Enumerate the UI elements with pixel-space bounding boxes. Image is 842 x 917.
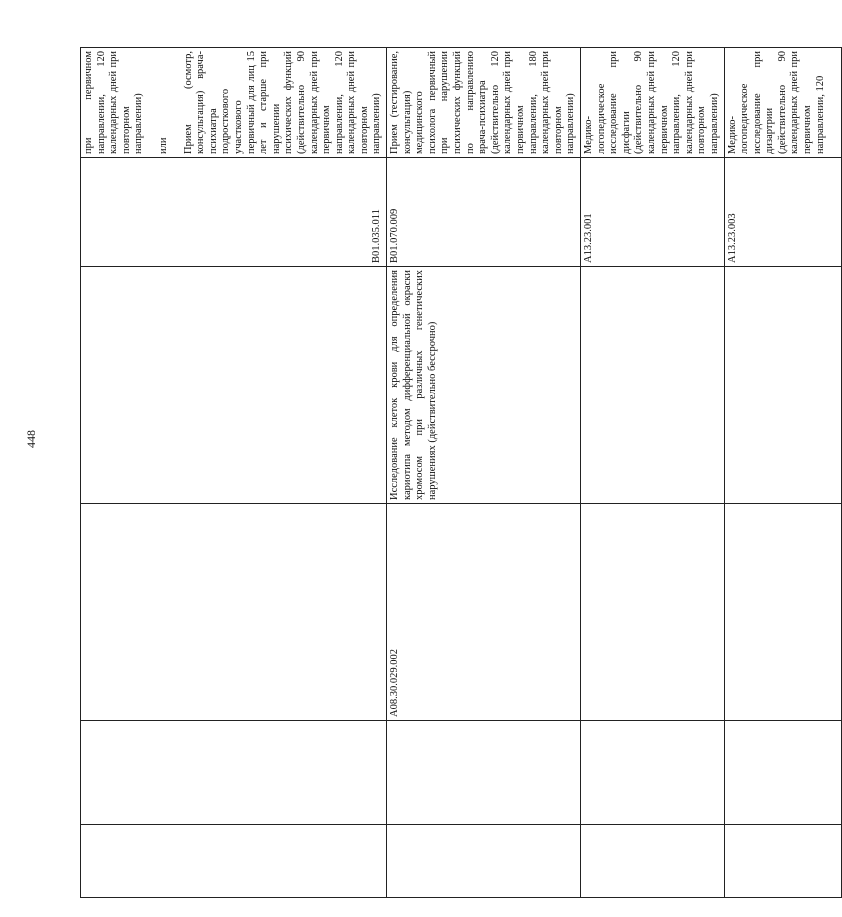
service-text-continued: при первичном направлении, 120 календарных дней при повторном направлении) xyxy=(83,51,145,154)
empty-cell xyxy=(81,504,387,721)
service-text-cell xyxy=(724,48,841,158)
table-row xyxy=(387,48,581,898)
empty-cell xyxy=(580,721,724,825)
page-number: 448 xyxy=(24,430,38,448)
service-code-cell xyxy=(81,158,387,267)
service-text-cell xyxy=(580,48,724,158)
service-code-cell xyxy=(387,158,581,267)
rotated-page-body xyxy=(80,48,826,898)
empty-cell xyxy=(580,825,724,898)
empty-cell xyxy=(580,504,724,721)
empty-cell xyxy=(580,267,724,504)
service-text-or: или xyxy=(157,137,169,154)
empty-cell xyxy=(724,504,841,721)
table-row xyxy=(81,48,387,898)
research-code: A08.30.029.002 xyxy=(389,649,401,717)
service-code: A13.23.001 xyxy=(582,213,594,263)
research-code-cell xyxy=(387,504,581,721)
research-description-cell xyxy=(387,267,581,504)
service-text-cell xyxy=(387,48,581,158)
service-code-cell xyxy=(724,158,841,267)
empty-cell xyxy=(387,825,581,898)
empty-cell xyxy=(724,825,841,898)
service-code: B01.070.009 xyxy=(389,208,401,263)
service-text-cell xyxy=(81,48,387,158)
table-row xyxy=(580,48,724,898)
empty-cell xyxy=(724,721,841,825)
empty-cell xyxy=(81,721,387,825)
research-description: Исследование клеток крови для определения кариотипа методом дифференциальной окраски хромосом при различных генетических нарушениях (действительно бессрочно) xyxy=(389,270,438,500)
service-code-cell xyxy=(580,158,724,267)
empty-cell xyxy=(81,825,387,898)
service-text: Медико-логопедическое исследование при дисфагии (действительно 90 календарных дней при первичном направлении, 120 календарных дней при повторном направлении) xyxy=(582,51,720,154)
service-text: Прием (тестирование, консультация) медицинского психолога первичный при нарушении психических функций по направлению врача-психиатра (действительно 120 календарных дней при первичном направлении, 180 календарных дней при повторном направлении) xyxy=(389,51,577,154)
empty-cell xyxy=(387,721,581,825)
service-text: Медико-логопедическое исследование при дизартрии (действительно 90 календарных дней при первичном направлении, 120 xyxy=(726,51,826,154)
service-code: A13.23.003 xyxy=(726,213,738,263)
service-code: B01.035.011 xyxy=(371,209,383,263)
table-row xyxy=(724,48,841,898)
empty-cell xyxy=(724,267,841,504)
service-text: Прием (осмотр, консультация) врача-психиатра подросткового участкового первичный для лиц 15 лет и старше при нарушении психических функций (действительно 90 календарных дней при первичном направлении, 120 календарных дней при повторном направлении) xyxy=(182,51,383,154)
empty-cell xyxy=(81,267,387,504)
services-table xyxy=(80,47,842,898)
